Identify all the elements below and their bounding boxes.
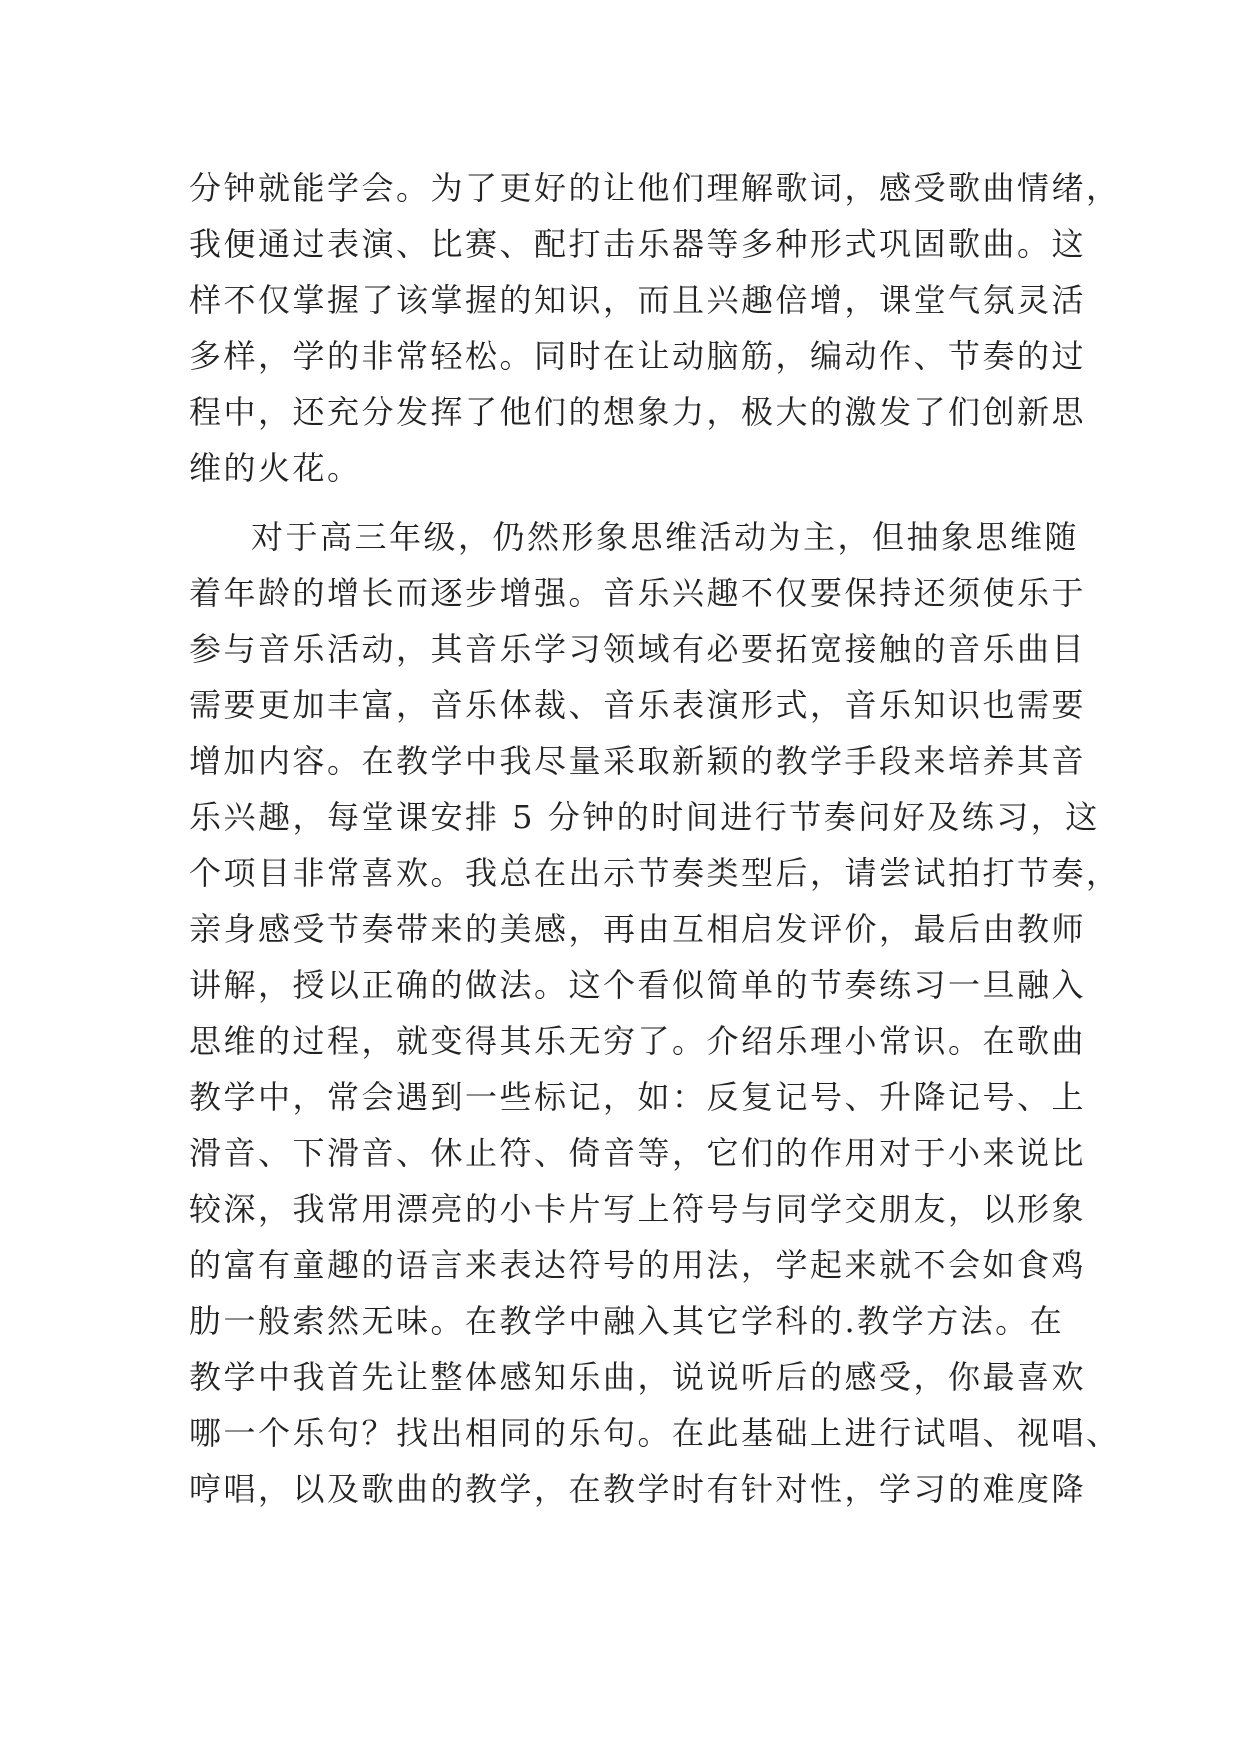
- text-line: 思维的过程，就变得其乐无穷了。介绍乐理小常识。在歌曲: [189, 1022, 1087, 1060]
- text-line: 多样，学的非常轻松。同时在让动脑筋，编动作、节奏的过: [189, 337, 1087, 375]
- text-line: 着年龄的增长而逐步增强。音乐兴趣不仅要保持还须使乐于: [189, 574, 1087, 612]
- text-line: 样不仅掌握了该掌握的知识，而且兴趣倍增，课堂气氛灵活: [189, 281, 1087, 319]
- text-line: 肋一般索然无味。在教学中融入其它学科的.教学方法。在: [189, 1302, 1065, 1340]
- text-line: 较深，我常用漂亮的小卡片写上符号与同学交朋友，以形象: [189, 1190, 1087, 1228]
- text-line: 需要更加丰富，音乐体裁、音乐表演形式，音乐知识也需要: [189, 686, 1087, 724]
- text-line: 亲身感受节奏带来的美感，再由互相启发评价，最后由教师: [189, 910, 1087, 948]
- text-line: 对于高三年级，仍然形象思维活动为主，但抽象思维随: [251, 518, 1080, 556]
- paragraph-spacer: [189, 496, 1049, 509]
- text-line: 我便通过表演、比赛、配打击乐器等多种形式巩固歌曲。这: [189, 225, 1087, 263]
- text-line: 程中，还充分发挥了他们的想象力，极大的激发了们创新思: [189, 393, 1087, 431]
- paragraph-2: [189, 509, 1121, 1517]
- text-line: 教学中我首先让整体感知乐曲，说说听后的感受，你最喜欢: [189, 1358, 1087, 1396]
- text-line: 讲解，授以正确的做法。这个看似简单的节奏练习一旦融入: [189, 966, 1087, 1004]
- text-line: 个项目非常喜欢。我总在出示节奏类型后，请尝试拍打节奏，: [189, 854, 1121, 892]
- text-line: 分钟就能学会。为了更好的让他们理解歌词，感受歌曲情绪，: [189, 169, 1121, 207]
- text-line: 滑音、下滑音、休止符、倚音等，它们的作用对于小来说比: [189, 1134, 1087, 1172]
- text-line: 哼唱，以及歌曲的教学，在教学时有针对性，学习的难度降: [189, 1470, 1087, 1508]
- text-line: 乐兴趣，每堂课安排 5 分钟的时间进行节奏问好及练习，这: [189, 798, 1100, 836]
- text-line: 参与音乐活动，其音乐学习领域有必要拓宽接触的音乐曲目: [189, 630, 1087, 668]
- text-line: 的富有童趣的语言来表达符号的用法，学起来就不会如食鸡: [189, 1246, 1087, 1284]
- text-line: 哪一个乐句？找出相同的乐句。在此基础上进行试唱、视唱、: [189, 1414, 1121, 1452]
- text-line: 维的火花。: [189, 449, 362, 487]
- text-line: 教学中，常会遇到一些标记，如：反复记号、升降记号、上: [189, 1078, 1087, 1116]
- text-line: 增加内容。在教学中我尽量采取新颖的教学手段来培养其音: [189, 742, 1087, 780]
- paragraph-1: [189, 160, 1121, 496]
- document-body: [189, 160, 1121, 1517]
